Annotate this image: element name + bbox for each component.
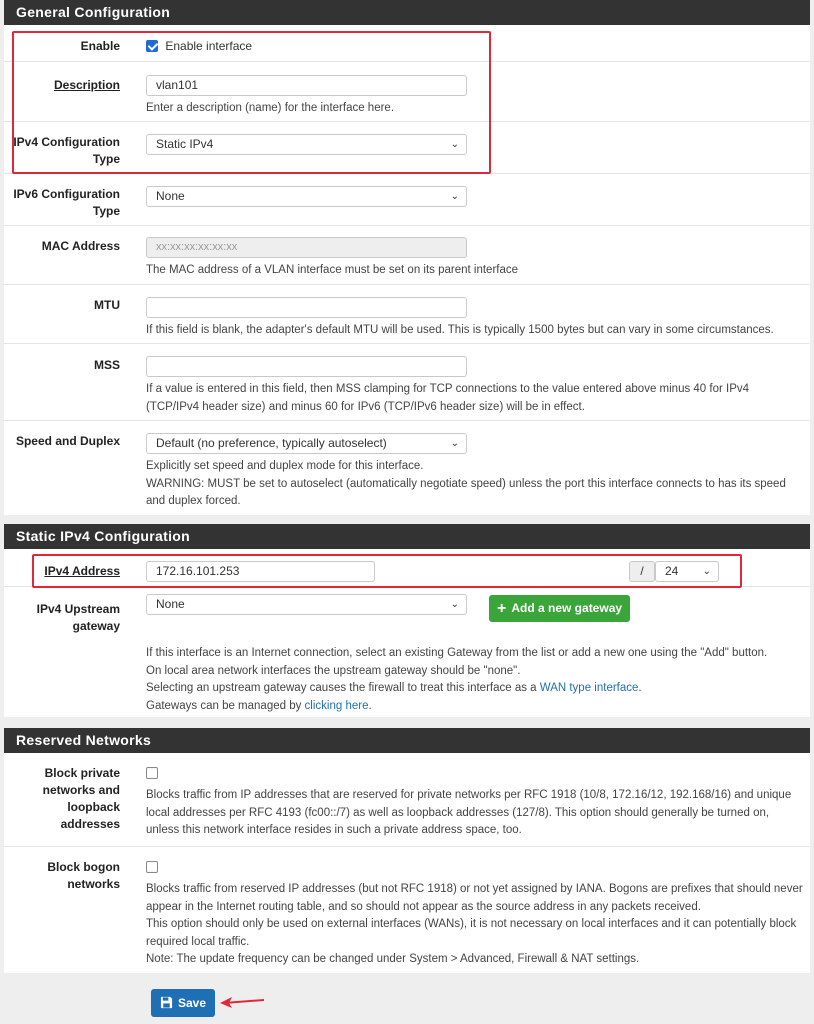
general-configuration-panel	[4, 0, 810, 515]
row-speed-duplex	[4, 421, 810, 515]
description-label: Description	[53, 78, 120, 92]
enable-checkbox-label[interactable]: Enable interface	[165, 38, 253, 53]
floppy-disk-icon	[160, 996, 173, 1009]
speed-duplex-select[interactable]	[146, 433, 467, 454]
gateway-help-2: On local area network interfaces the upstream gateway should be "none".	[146, 664, 521, 677]
row-ipv4-type	[4, 122, 810, 174]
chevron-down-icon: ⌄	[450, 139, 459, 150]
block-bogon-help-2: This option should only be used on external interfaces (WANs), it is not necessary on local interfaces and it can potentially block required local traffic.	[146, 918, 797, 948]
ipv6-type-value: None	[156, 189, 185, 203]
panel-heading-general: General Configuration	[4, 0, 810, 25]
ipv4-gateway-value: None	[156, 597, 185, 611]
cidr-prefix-value: 24	[665, 564, 679, 578]
gateway-help-4	[146, 698, 804, 716]
mac-address-help: The MAC address of a VLAN interface must be set on its parent interface	[146, 264, 519, 276]
manage-gateways-link[interactable]: clicking here	[304, 699, 369, 712]
row-enable	[4, 25, 810, 62]
gateway-help-3-end: .	[638, 682, 642, 694]
save-button[interactable]	[151, 989, 215, 1017]
gateway-help-3	[146, 680, 804, 698]
ipv4-address-input[interactable]: 172.16.101.253	[146, 561, 375, 582]
chevron-down-icon: ⌄	[450, 191, 459, 202]
mac-address-input[interactable]: xx:xx:xx:xx:xx:xx	[146, 237, 467, 258]
gateway-help-4-text: Gateways can be managed by	[146, 699, 305, 712]
add-gateway-label: Add a new gateway	[511, 601, 623, 615]
add-gateway-button[interactable]	[489, 595, 630, 622]
ipv6-type-label: IPv6 Configuration Type	[13, 187, 120, 218]
row-mss	[4, 344, 810, 421]
block-private-help: Blocks traffic from IP addresses that are reserved for private networks per RFC 1918 (10/8, 172.16/12, 192.168/16) and unique local addresses per RFC 4193 (fc00::/7) as well as loopback addresses (127/8). This option should generally be turned on, unless this network interface resides in such a private address space, too.	[146, 789, 792, 836]
reserved-networks-panel	[4, 728, 810, 973]
row-description	[4, 62, 810, 122]
chevron-down-icon: ⌄	[702, 566, 711, 577]
row-mac-address	[4, 226, 810, 285]
mac-address-label: MAC Address	[41, 239, 120, 253]
row-ipv4-gateway	[4, 587, 810, 717]
ipv4-type-label: IPv4 Configuration Type	[13, 135, 120, 166]
ipv4-gateway-select[interactable]	[146, 594, 467, 615]
enable-checkbox[interactable]	[146, 40, 158, 52]
save-label: Save	[178, 996, 207, 1010]
mtu-label: MTU	[94, 298, 120, 312]
ipv4-gateway-help	[146, 645, 804, 715]
block-bogon-help-1: Blocks traffic from reserved IP addresses (but not RFC 1918) or not yet assigned by IANA. Bogons are prefixes that should never appear in the Internet routing table, and so should not appear as the source address in any packets received.	[146, 883, 803, 913]
block-private-label: Block private networks and loopback addresses	[42, 766, 120, 831]
arrow-left-icon	[218, 996, 268, 1010]
panel-heading-static-ipv4: Static IPv4 Configuration	[4, 524, 810, 549]
enable-checkbox-group[interactable]	[146, 38, 252, 53]
block-private-checkbox[interactable]	[146, 767, 158, 779]
block-bogon-label: Block bogon networks	[47, 860, 120, 891]
chevron-down-icon: ⌄	[450, 438, 459, 449]
description-help: Enter a description (name) for the interface here.	[146, 102, 395, 114]
speed-duplex-help-2: WARNING: MUST be set to autoselect (automatically negotiate speed) unless the port this interface connects to has its speed and duplex forced.	[146, 477, 786, 507]
panel-heading-reserved: Reserved Networks	[4, 728, 810, 753]
plus-icon: +	[497, 600, 507, 617]
mss-label: MSS	[93, 358, 120, 372]
gateway-help-3-text: Selecting an upstream gateway causes the firewall to treat this interface as a	[146, 682, 540, 694]
mtu-input[interactable]	[146, 297, 467, 318]
enable-label: Enable	[80, 39, 120, 53]
wan-type-interface-link[interactable]: WAN type interface	[539, 682, 639, 694]
static-ipv4-panel	[4, 524, 810, 717]
speed-duplex-help	[146, 458, 804, 511]
row-ipv4-address	[4, 549, 810, 587]
gateway-help-4-end: .	[368, 699, 372, 712]
ipv4-gateway-label: IPv4 Upstream gateway	[36, 602, 120, 633]
gateway-help-1: If this interface is an Internet connection, select an existing Gateway from the list or add a new one using the "Add" button.	[146, 647, 768, 659]
mss-input[interactable]	[146, 356, 467, 377]
ipv6-type-select[interactable]	[146, 186, 467, 207]
cidr-prefix-select[interactable]	[655, 561, 719, 582]
mtu-help: If this field is blank, the adapter's default MTU will be used. This is typically 1500 bytes but can vary in some circumstances.	[146, 324, 774, 336]
ipv4-address-label: IPv4 Address	[44, 564, 120, 578]
row-ipv6-type	[4, 174, 810, 226]
mss-help: If a value is entered in this field, then MSS clamping for TCP connections to the value entered above minus 40 for IPv4 (TCP/IPv4 header size) and minus 60 for IPv6 (TCP/IPv6 header size) will be in effect.	[146, 383, 750, 413]
speed-duplex-help-1: Explicitly set speed and duplex mode for this interface.	[146, 460, 424, 472]
row-block-bogon	[4, 847, 810, 973]
description-input[interactable]: vlan101	[146, 75, 467, 96]
block-bogon-help-3: Note: The update frequency can be changed under System > Advanced, Firewall & NAT settings.	[146, 953, 640, 965]
block-bogon-help	[146, 881, 804, 969]
row-mtu	[4, 285, 810, 344]
row-block-private	[4, 753, 810, 847]
speed-duplex-label: Speed and Duplex	[15, 434, 120, 448]
speed-duplex-value: Default (no preference, typically autoselect)	[156, 436, 387, 450]
chevron-down-icon: ⌄	[450, 599, 459, 610]
cidr-slash: /	[629, 561, 655, 582]
ipv4-type-value: Static IPv4	[156, 137, 214, 151]
block-bogon-checkbox[interactable]	[146, 861, 158, 873]
ipv4-type-select[interactable]	[146, 134, 467, 155]
